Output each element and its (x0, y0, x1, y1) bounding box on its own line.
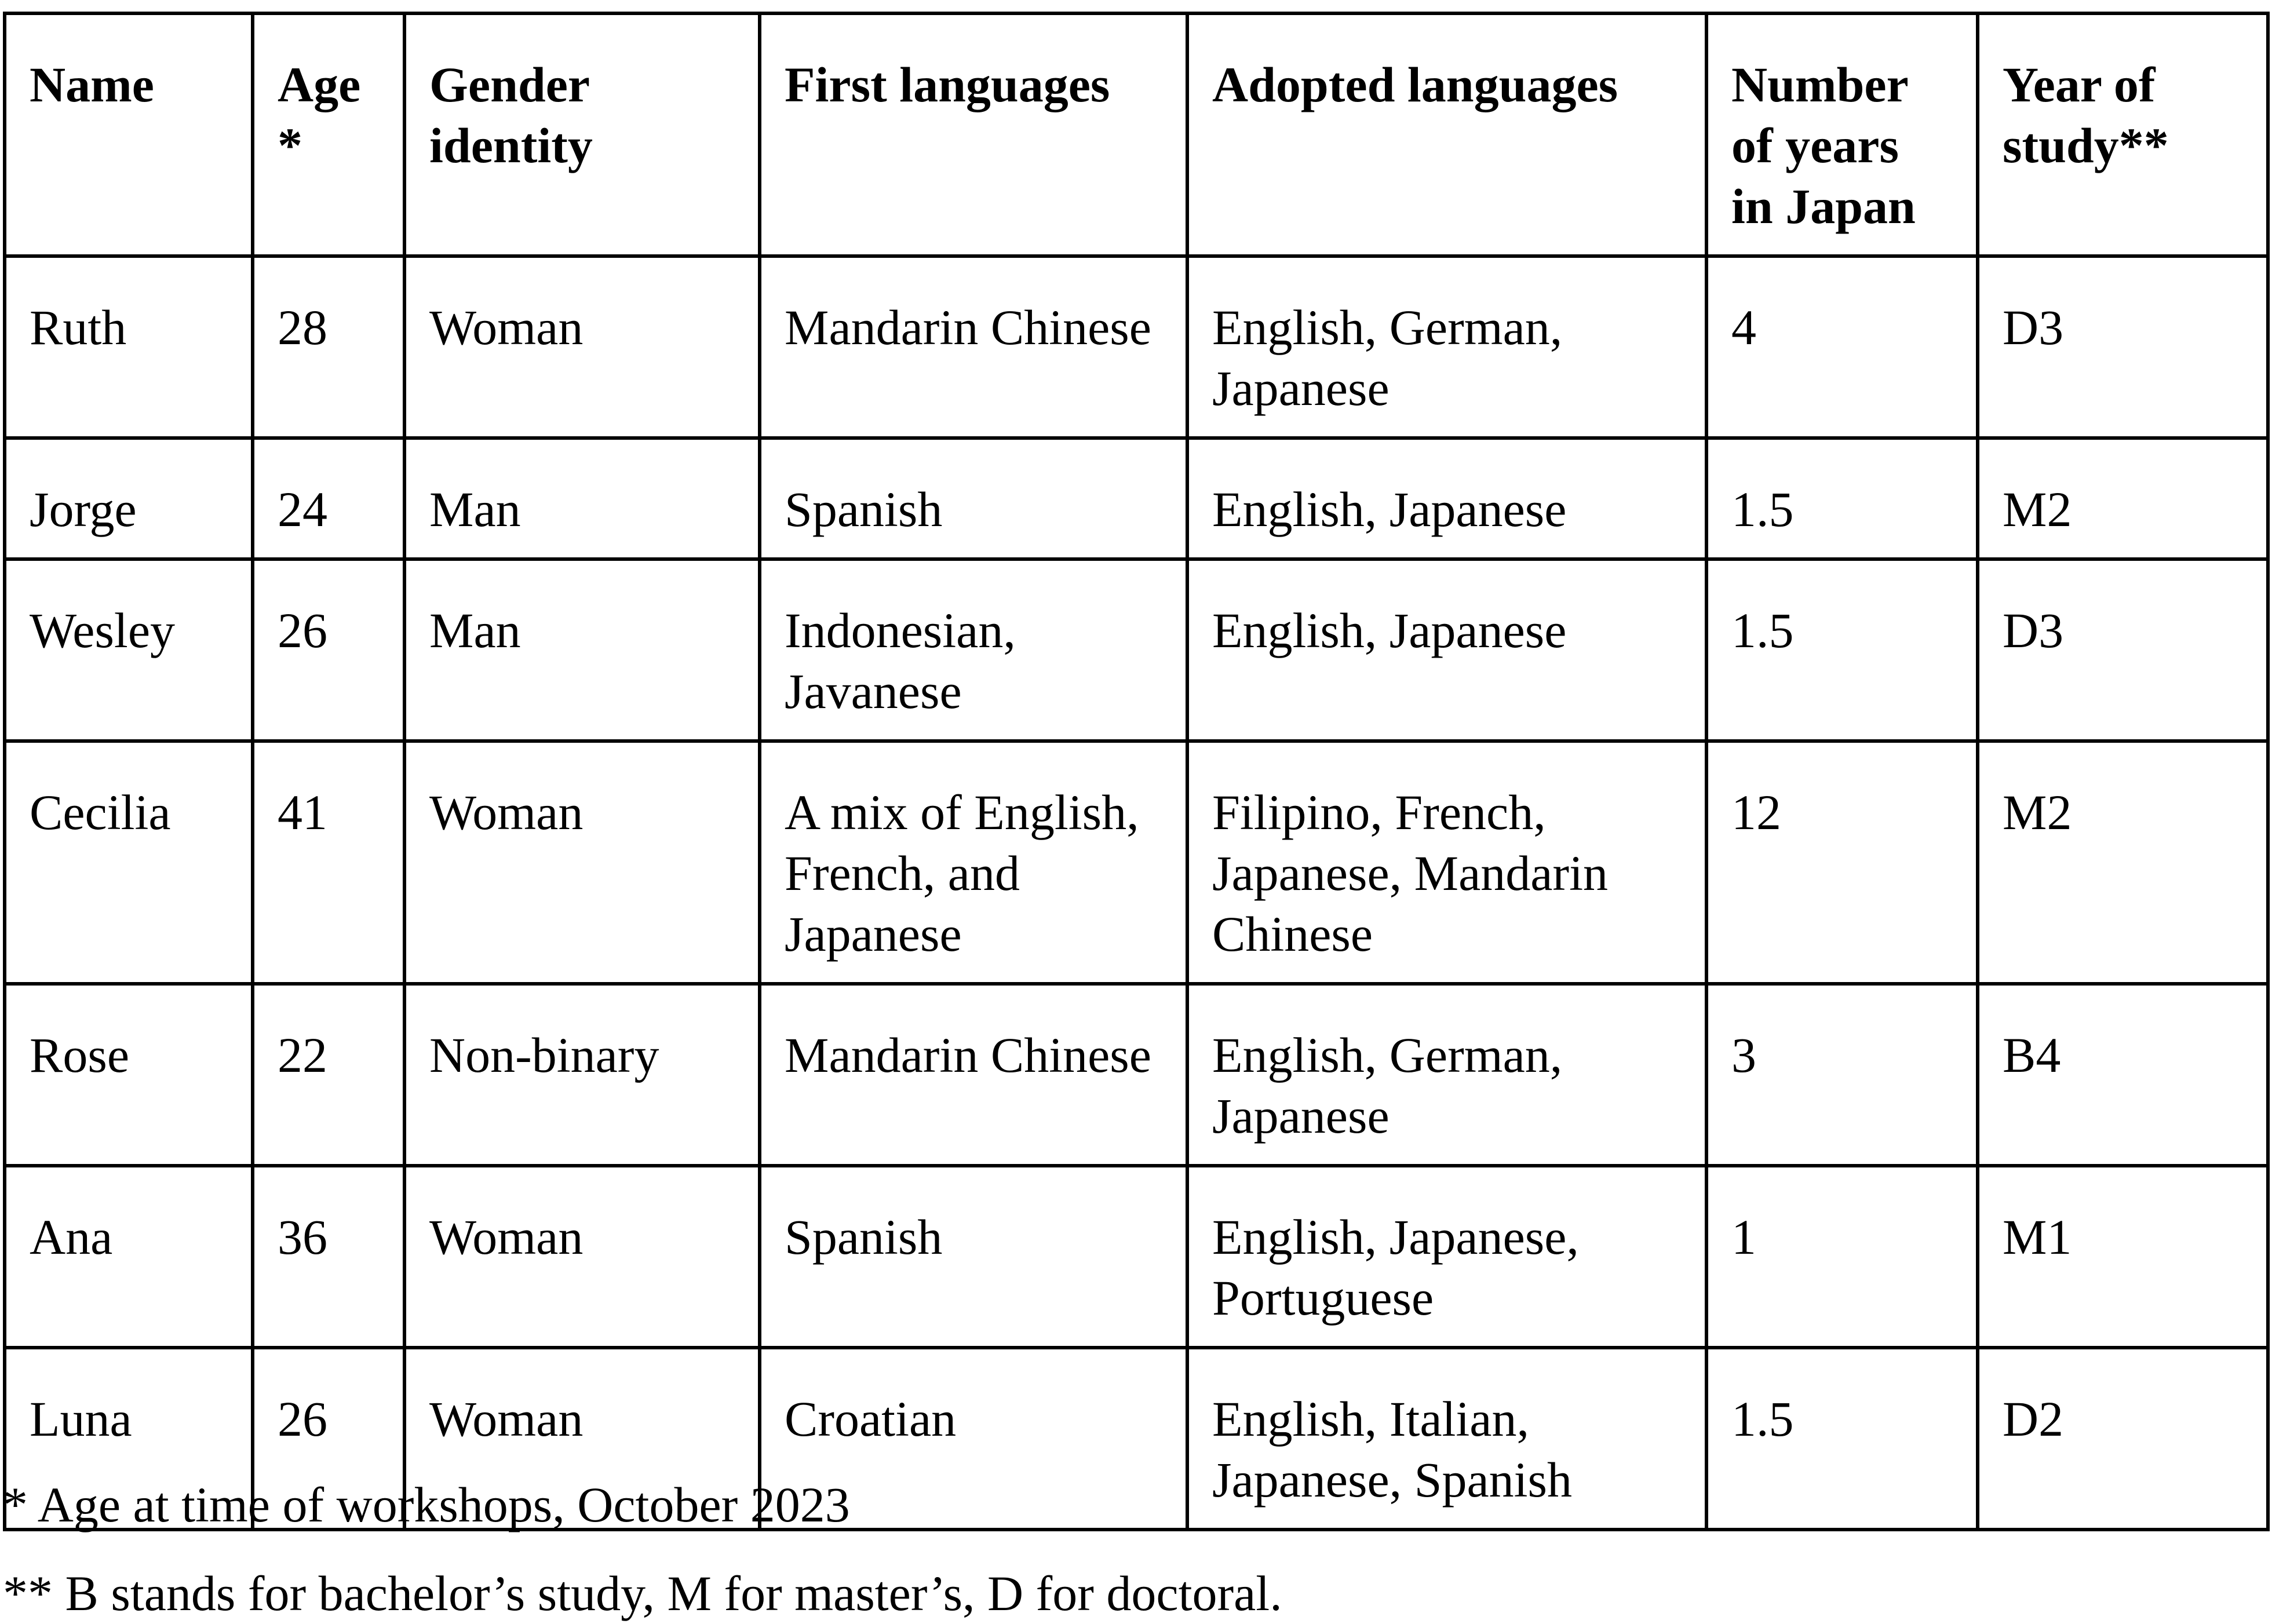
cell-gender: Non-binary (404, 984, 760, 1166)
header-year-of-study: Year of study** (1978, 13, 2268, 256)
cell-name: Ana (5, 1166, 253, 1348)
table-row (5, 1166, 2268, 1348)
cell-first-languages: A mix of English, French, and Japanese (760, 741, 1187, 984)
cell-years-in-japan: 12 (1706, 741, 1978, 984)
table-row (5, 438, 2268, 559)
cell-adopted-languages: English, Japanese, Portuguese (1187, 1166, 1706, 1348)
cell-age: 28 (253, 256, 404, 438)
cell-year-of-study: M1 (1978, 1166, 2268, 1348)
cell-first-languages: Spanish (760, 1166, 1187, 1348)
header-age: Age * (253, 13, 404, 256)
cell-name: Jorge (5, 438, 253, 559)
cell-first-languages: Mandarin Chinese (760, 984, 1187, 1166)
cell-first-languages: Mandarin Chinese (760, 256, 1187, 438)
cell-adopted-languages: English, Italian, Japanese, Spanish (1187, 1348, 1706, 1530)
cell-age: 26 (253, 1348, 404, 1530)
header-adopted-languages: Adopted languages (1187, 13, 1706, 256)
cell-years-in-japan: 4 (1706, 256, 1978, 438)
cell-year-of-study: M2 (1978, 438, 2268, 559)
header-years-in-japan: Number of years in Japan (1706, 13, 1978, 256)
cell-years-in-japan: 3 (1706, 984, 1978, 1166)
cell-gender: Woman (404, 256, 760, 438)
table-row (5, 256, 2268, 438)
cell-first-languages: Spanish (760, 438, 1187, 559)
table-row (5, 559, 2268, 741)
participants-table (3, 12, 2270, 1531)
cell-name: Wesley (5, 559, 253, 741)
cell-year-of-study: D3 (1978, 256, 2268, 438)
table-footnotes (3, 1475, 2263, 1624)
cell-age: 22 (253, 984, 404, 1166)
cell-name: Ruth (5, 256, 253, 438)
cell-name: Cecilia (5, 741, 253, 984)
cell-gender: Woman (404, 741, 760, 984)
table-row (5, 984, 2268, 1166)
cell-year-of-study: D2 (1978, 1348, 2268, 1530)
cell-years-in-japan: 1.5 (1706, 438, 1978, 559)
cell-age: 26 (253, 559, 404, 741)
cell-adopted-languages: English, Japanese (1187, 438, 1706, 559)
cell-first-languages: Indonesian, Javanese (760, 559, 1187, 741)
header-row (5, 13, 2268, 256)
cell-years-in-japan: 1.5 (1706, 1348, 1978, 1530)
table-row (5, 741, 2268, 984)
cell-adopted-languages: English, German, Japanese (1187, 984, 1706, 1166)
participants-table-container (3, 12, 2266, 1531)
cell-gender: Woman (404, 1348, 760, 1530)
cell-gender: Man (404, 559, 760, 741)
header-name: Name (5, 13, 253, 256)
cell-adopted-languages: English, Japanese (1187, 559, 1706, 741)
cell-gender: Man (404, 438, 760, 559)
cell-year-of-study: D3 (1978, 559, 2268, 741)
cell-adopted-languages: English, German, Japanese (1187, 256, 1706, 438)
cell-name: Luna (5, 1348, 253, 1530)
header-gender-identity: Gender identity (404, 13, 760, 256)
cell-age: 24 (253, 438, 404, 559)
cell-gender: Woman (404, 1166, 760, 1348)
footnote-age: * Age at time of workshops, October 2023 (3, 1477, 850, 1532)
cell-years-in-japan: 1.5 (1706, 559, 1978, 741)
cell-adopted-languages: Filipino, French, Japanese, Mandarin Chinese (1187, 741, 1706, 984)
cell-year-of-study: B4 (1978, 984, 2268, 1166)
cell-first-languages: Croatian (760, 1348, 1187, 1530)
footnote-year-of-study: ** B stands for bachelor’s study, M for master’s, D for doctoral. (3, 1565, 1282, 1621)
header-first-languages: First languages (760, 13, 1187, 256)
cell-name: Rose (5, 984, 253, 1166)
cell-years-in-japan: 1 (1706, 1166, 1978, 1348)
cell-age: 41 (253, 741, 404, 984)
cell-age: 36 (253, 1166, 404, 1348)
cell-year-of-study: M2 (1978, 741, 2268, 984)
